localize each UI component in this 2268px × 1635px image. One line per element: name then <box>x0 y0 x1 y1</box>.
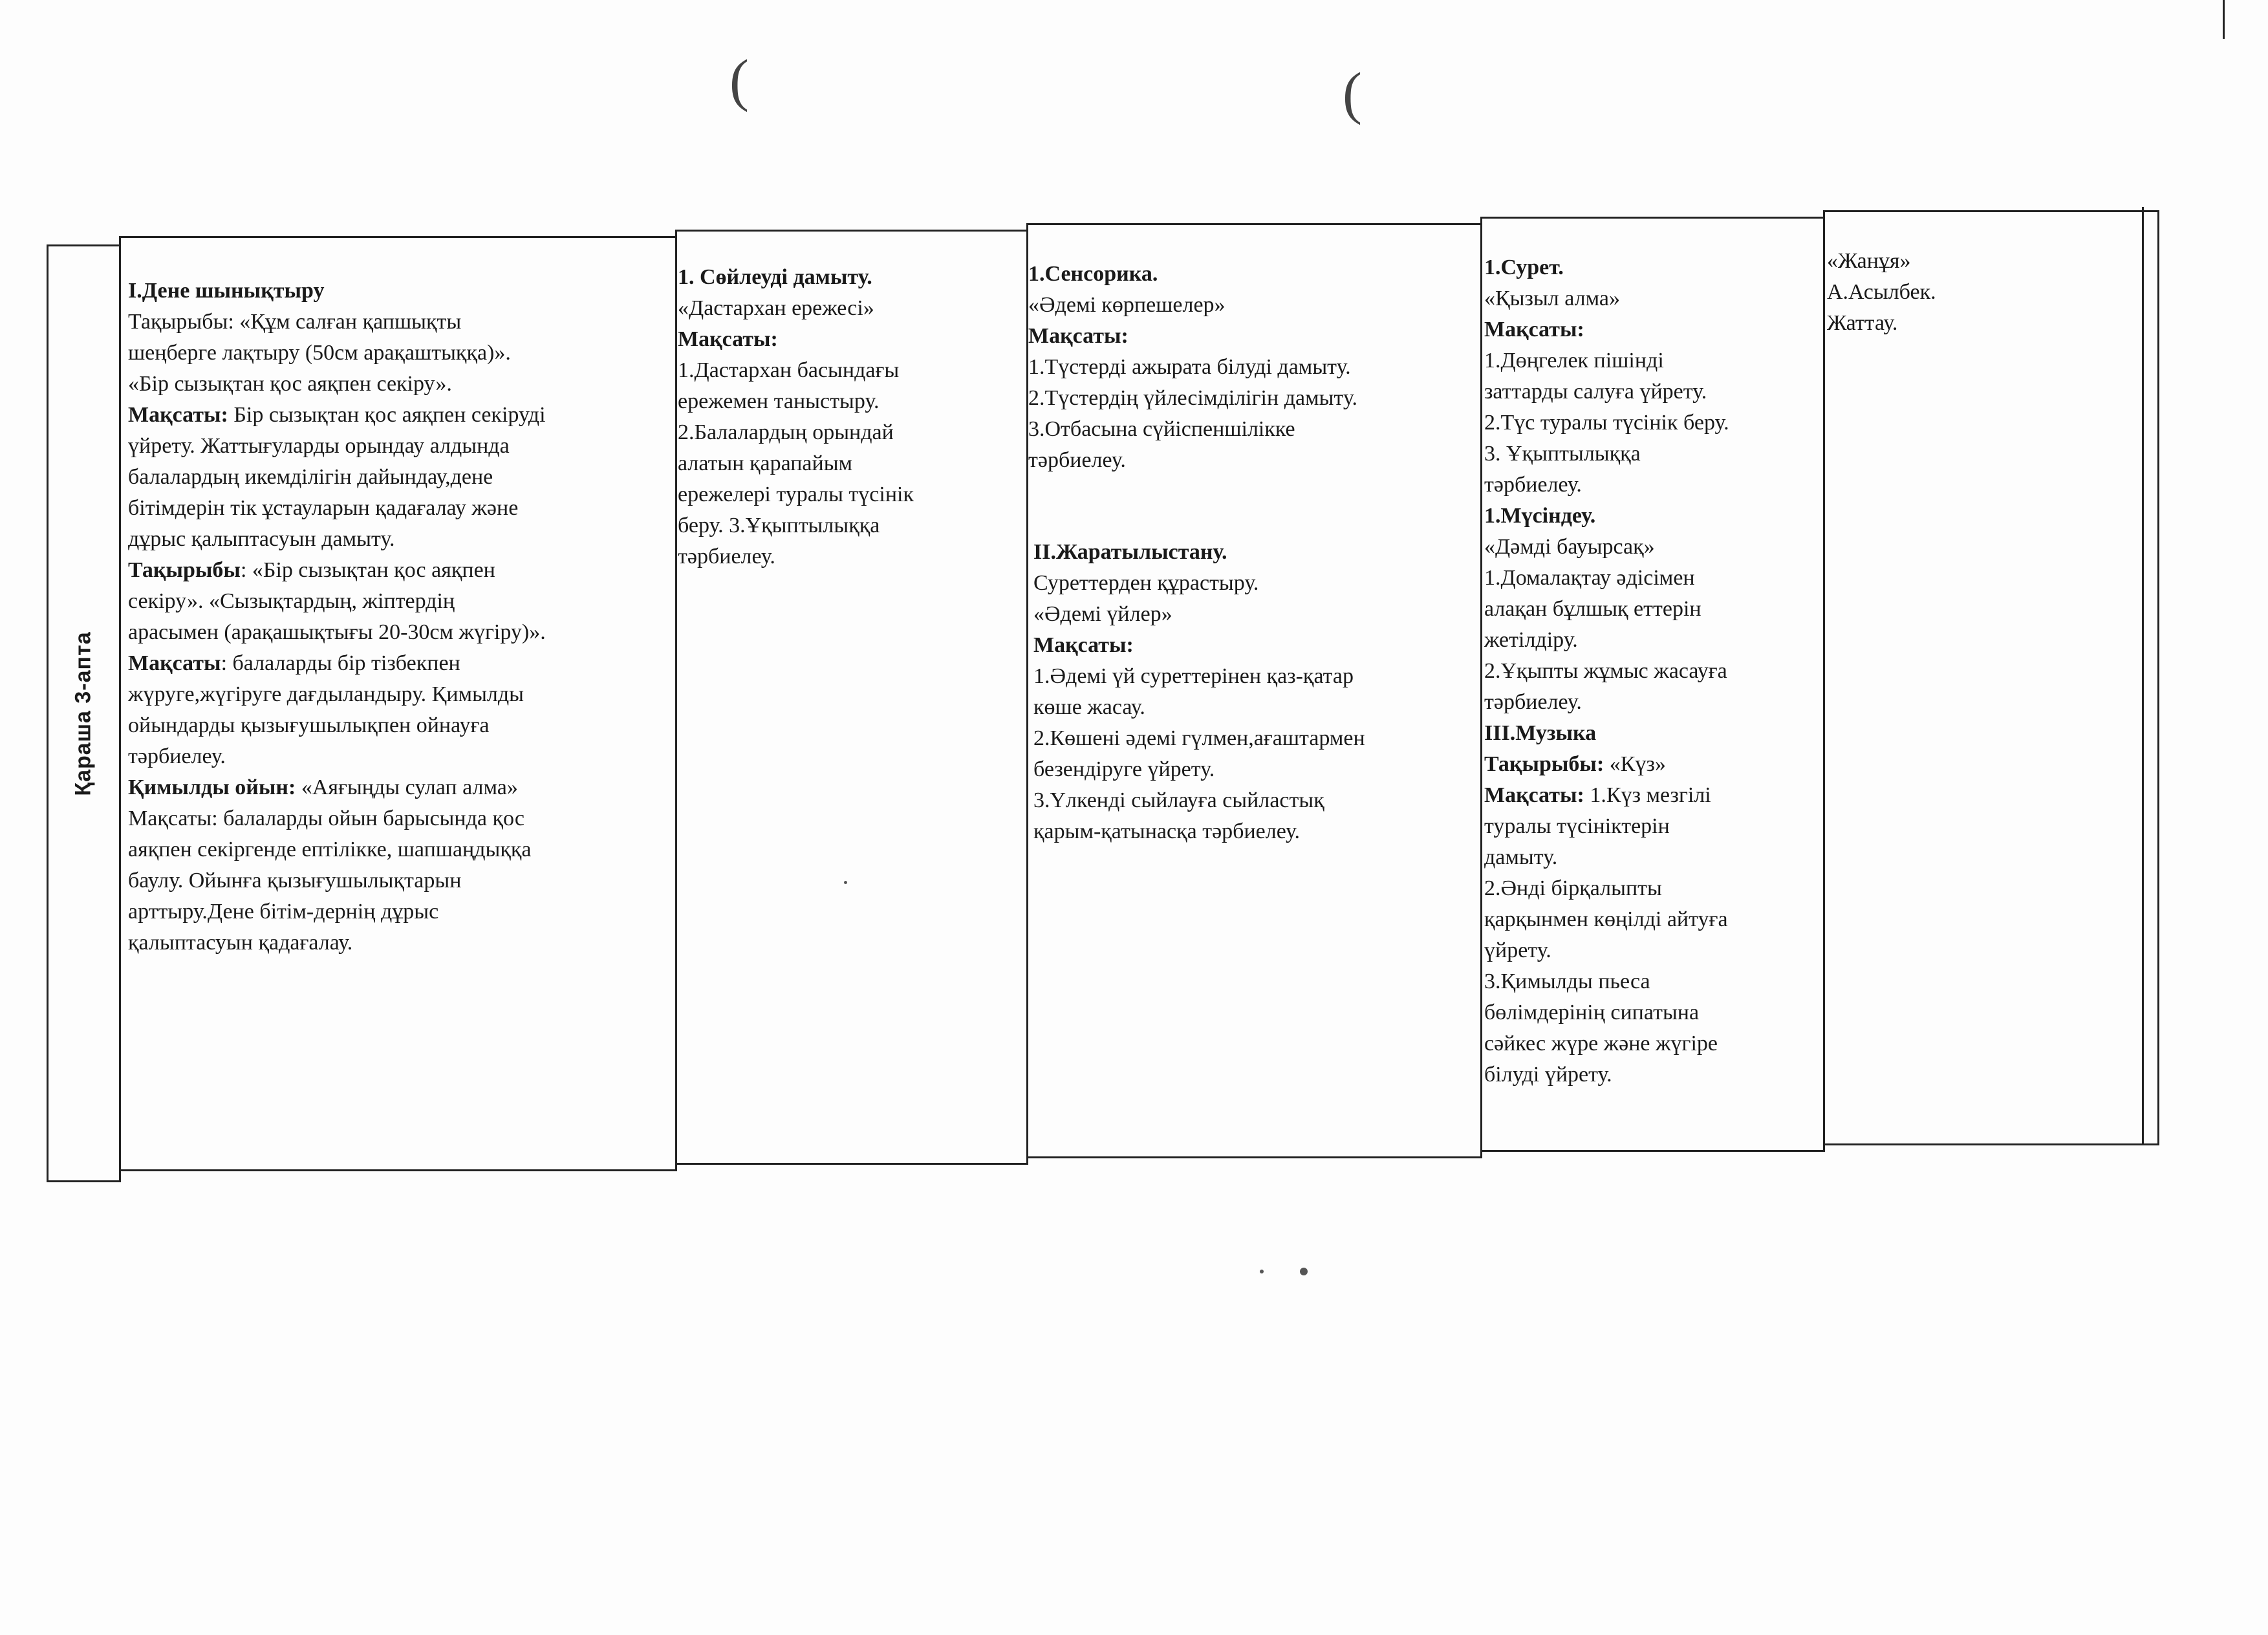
col4-line <box>1484 283 1824 314</box>
col3b-bold: II.Жаратылыстану. <box>1033 540 1227 564</box>
col3a-line <box>1028 352 1481 383</box>
col4-bold: Мақсаты: <box>1484 783 1584 807</box>
col4-line <box>1484 966 1824 997</box>
col1-text: «Аяғыңды сулап алма» <box>296 775 518 799</box>
col3a-content <box>1028 259 1481 476</box>
col2-line <box>678 541 1027 572</box>
col4-bold: 1.Мүсіндеу. <box>1484 504 1596 528</box>
col3a-line <box>1028 259 1481 290</box>
col5-line <box>1827 308 2150 339</box>
col4-text: білуді үйрету. <box>1484 1063 1612 1087</box>
col3b-line <box>1033 692 1481 723</box>
col2-line <box>678 293 1027 324</box>
col4-line <box>1484 407 1824 439</box>
col4-text: 2.Ұқыпты жұмыс жасауға <box>1484 659 1727 683</box>
col1-text: дұрыс қалыптасуын дамыту. <box>128 527 395 551</box>
col3b-line <box>1033 537 1481 568</box>
col5-text: «Жанұя» <box>1827 249 1911 273</box>
col4-text: үйрету. <box>1484 938 1551 962</box>
col4-text: 2.Әнді бірқалыпты <box>1484 876 1662 900</box>
col1-line <box>128 710 671 741</box>
table-right-edge <box>2142 207 2144 1145</box>
week-label: Қараша 3-апта <box>71 631 96 796</box>
col4-line <box>1484 532 1824 563</box>
col4-text: «Дәмді бауырсақ» <box>1484 535 1655 559</box>
col1-line <box>128 679 671 710</box>
col1-line <box>128 803 671 834</box>
col1-line <box>128 307 671 338</box>
col4-text: алақан бұлшық еттерін <box>1484 597 1701 621</box>
col3b-text: Суреттерден құрастыру. <box>1033 571 1259 595</box>
col3b-line <box>1033 754 1481 785</box>
col4-line <box>1484 376 1824 407</box>
col1-text: : балаларды бір тізбекпен <box>221 651 460 675</box>
col1-line <box>128 276 671 307</box>
col4-bold: Мақсаты: <box>1484 318 1584 341</box>
col3a-line <box>1028 321 1481 352</box>
col4-text: 3. Ұқыптылыққа <box>1484 442 1641 466</box>
scan-edge-line <box>2223 0 2225 39</box>
col4-line <box>1484 314 1824 345</box>
col4-text: сәйкес жүре және жүгіре <box>1484 1032 1718 1056</box>
col1-text: балалардың икемділігін дайындау,дене <box>128 465 493 489</box>
col1-text: үйрету. Жаттығуларды орындау алдында <box>128 434 510 458</box>
col2-text: 1.Дастархан басындағы <box>678 358 900 382</box>
col4-text: жетілдіру. <box>1484 628 1578 652</box>
col4-line <box>1484 252 1824 283</box>
col1-line <box>128 462 671 493</box>
col3a-bold: Мақсаты: <box>1028 324 1129 348</box>
col3b-text: безендіруге үйрету. <box>1033 757 1215 781</box>
col4-content <box>1484 252 1824 1090</box>
col1-line <box>128 648 671 679</box>
col3b-content <box>1033 537 1481 847</box>
col3b-text: көше жасау. <box>1033 695 1145 719</box>
col3a-bold: 1.Сенсорика. <box>1028 262 1158 286</box>
col2-bold: Мақсаты: <box>678 327 778 351</box>
col1-bold: Мақсаты: <box>128 403 228 427</box>
col3b-line <box>1033 568 1481 599</box>
col4-line <box>1484 1059 1824 1090</box>
col4-text: «Қызыл алма» <box>1484 287 1620 310</box>
col4-bold: 1.Сурет. <box>1484 255 1564 279</box>
col5-line <box>1827 277 2150 308</box>
col2-line <box>678 448 1027 479</box>
col2-text: тәрбиелеу. <box>678 545 775 568</box>
col1-line <box>128 400 671 431</box>
col3a-line <box>1028 290 1481 321</box>
col1-line <box>128 431 671 462</box>
col4-line <box>1484 563 1824 594</box>
col1-text: шеңберге лақтыру (50см арақаштыққа)». <box>128 341 511 365</box>
col1-text: тәрбиелеу. <box>128 744 226 768</box>
col3b-text: 2.Көшені әдемі гүлмен,ағаштармен <box>1033 726 1365 750</box>
scan-dot-1 <box>1300 1268 1308 1275</box>
col1-line <box>128 896 671 927</box>
col4-line <box>1484 811 1824 842</box>
col2-line <box>678 324 1027 355</box>
col4-line <box>1484 997 1824 1028</box>
col5-content <box>1827 246 2150 339</box>
col3b-line <box>1033 723 1481 754</box>
col4-line <box>1484 904 1824 935</box>
col1-text: жүруге,жүгіруге дағдыландыру. Қимылды <box>128 682 524 706</box>
col3a-line <box>1028 414 1481 445</box>
col4-line <box>1484 1028 1824 1059</box>
col3b-line <box>1033 816 1481 847</box>
col4-line <box>1484 935 1824 966</box>
col1-text: ойындарды қызығушылықпен ойнауға <box>128 713 490 737</box>
col4-line <box>1484 780 1824 811</box>
col3a-text: 2.Түстердің үйлесімділігін дамыту. <box>1028 386 1357 410</box>
col4-text: 1.Домалақтау әдісімен <box>1484 566 1695 590</box>
col2-line <box>678 417 1027 448</box>
col3b-text: 1.Әдемі үй суреттерінен қаз-қатар <box>1033 664 1354 688</box>
col1-text: Бір сызықтан қос аяқпен секіруді <box>228 403 546 427</box>
col1-text: аяқпен секіргенде ептілікке, шапшаңдыққа <box>128 838 532 861</box>
col4-line <box>1484 656 1824 687</box>
scan-dot-2 <box>1260 1270 1264 1273</box>
col4-line <box>1484 625 1824 656</box>
col2-line <box>678 355 1027 386</box>
col4-line <box>1484 842 1824 873</box>
col2-text: «Дастархан ережесі» <box>678 296 874 320</box>
col3b-bold: Мақсаты: <box>1033 633 1134 657</box>
col3b-text: 3.Үлкенді сыйлауға сыйластық <box>1033 788 1324 812</box>
col4-text: 2.Түс туралы түсінік беру. <box>1484 411 1729 435</box>
scan-mark-2: ( <box>1343 61 1362 125</box>
col4-text: заттарды салуға үйрету. <box>1484 380 1707 404</box>
col3a-text: 1.Түстерді ажырата білуді дамыту. <box>1028 355 1351 379</box>
col1-bold: Қимылды ойын: <box>128 775 296 799</box>
col4-line <box>1484 687 1824 718</box>
col4-bold: III.Музыка <box>1484 721 1597 745</box>
cell-reading <box>1823 210 2159 1145</box>
col1-text: Мақсаты: балаларды ойын барысында қос <box>128 807 524 830</box>
col3a-line <box>1028 383 1481 414</box>
col4-line <box>1484 439 1824 470</box>
col3a-text: 3.Отбасына сүйіспеншілікке <box>1028 417 1295 441</box>
col2-line <box>678 510 1027 541</box>
col1-text: бітімдерін тік ұстауларын қадағалау және <box>128 496 519 520</box>
col5-text: А.Асылбек. <box>1827 280 1936 304</box>
col4-text: қарқынмен көңілді айтуға <box>1484 907 1728 931</box>
col3a-line <box>1028 445 1481 476</box>
col3b-text: «Әдемі үйлер» <box>1033 602 1172 626</box>
col1-bold: Тақырыбы <box>128 558 241 582</box>
col2-content <box>678 262 1027 572</box>
col1-line <box>128 772 671 803</box>
scan-mark-1: ( <box>729 49 749 113</box>
col4-line <box>1484 594 1824 625</box>
col1-line <box>128 741 671 772</box>
col1-content <box>128 276 671 958</box>
col1-line <box>128 555 671 586</box>
col4-line <box>1484 501 1824 532</box>
col2-text: ережемен таныстыру. <box>678 389 880 413</box>
col1-line <box>128 834 671 865</box>
col1-text: баулу. Ойынға қызығушылықтарын <box>128 869 462 893</box>
col4-line <box>1484 345 1824 376</box>
col1-text: Тақырыбы: «Құм салған қапшықты <box>128 310 462 334</box>
col3b-line <box>1033 599 1481 630</box>
col3b-line <box>1033 630 1481 661</box>
col1-text: секіру». «Сызықтардың, жіптердің <box>128 589 455 613</box>
col4-text: дамыту. <box>1484 845 1558 869</box>
col4-text: 3.Қимылды пьеса <box>1484 969 1650 993</box>
col1-line <box>128 617 671 648</box>
col1-text: қалыптасуын қадағалау. <box>128 931 353 955</box>
col3a-text: «Әдемі көрпешелер» <box>1028 293 1226 317</box>
col4-line <box>1484 749 1824 780</box>
col1-line <box>128 524 671 555</box>
col1-line <box>128 493 671 524</box>
col4-text: тәрбиелеу. <box>1484 473 1582 497</box>
col2-bold: 1. Сөйлеуді дамыту. <box>678 265 872 289</box>
col1-bold: Мақсаты <box>128 651 221 675</box>
col3b-line <box>1033 785 1481 816</box>
col4-line <box>1484 470 1824 501</box>
col4-line <box>1484 718 1824 749</box>
col4-text: тәрбиелеу. <box>1484 690 1582 714</box>
week-cell <box>47 244 121 1182</box>
col1-line <box>128 927 671 958</box>
col1-text: : «Бір сызықтан қос аяқпен <box>240 558 495 582</box>
col4-text: 1.Күз мезгілі <box>1584 783 1711 807</box>
col1-bold: I.Дене шынықтыру <box>128 279 325 303</box>
col5-line <box>1827 246 2150 277</box>
col1-text: арасымен (арақашықтығы 20-30см жүгіру)». <box>128 620 546 644</box>
col3b-line <box>1033 661 1481 692</box>
col4-line <box>1484 873 1824 904</box>
col1-text: арттыру.Дене бітім-дернің дұрыс <box>128 900 439 924</box>
col4-text: туралы түсініктерін <box>1484 814 1670 838</box>
col1-line <box>128 586 671 617</box>
col1-line <box>128 865 671 896</box>
col4-bold: Тақырыбы: <box>1484 752 1604 776</box>
col3a-text: тәрбиелеу. <box>1028 448 1126 472</box>
col2-text: алатын қарапайым <box>678 451 853 475</box>
col4-text: «Күз» <box>1604 752 1666 776</box>
col2-line <box>678 479 1027 510</box>
col2-text: беру. 3.Ұқыптылыққа <box>678 514 880 537</box>
col2-text: 2.Балалардың орындай <box>678 420 894 444</box>
col3b-text: қарым-қатынасқа тәрбиелеу. <box>1033 819 1301 843</box>
col4-text: бөлімдерінің сипатына <box>1484 1001 1700 1024</box>
col5-text: Жаттау. <box>1827 311 1898 335</box>
col2-line <box>678 386 1027 417</box>
col1-line <box>128 338 671 369</box>
col1-line <box>128 369 671 400</box>
col2-text: ережелері туралы түсінік <box>678 482 914 506</box>
col1-text: «Бір сызықтан қос аяқпен секіру». <box>128 372 452 396</box>
col4-text: 1.Дөңгелек пішінді <box>1484 349 1664 373</box>
col2-line <box>678 262 1027 293</box>
